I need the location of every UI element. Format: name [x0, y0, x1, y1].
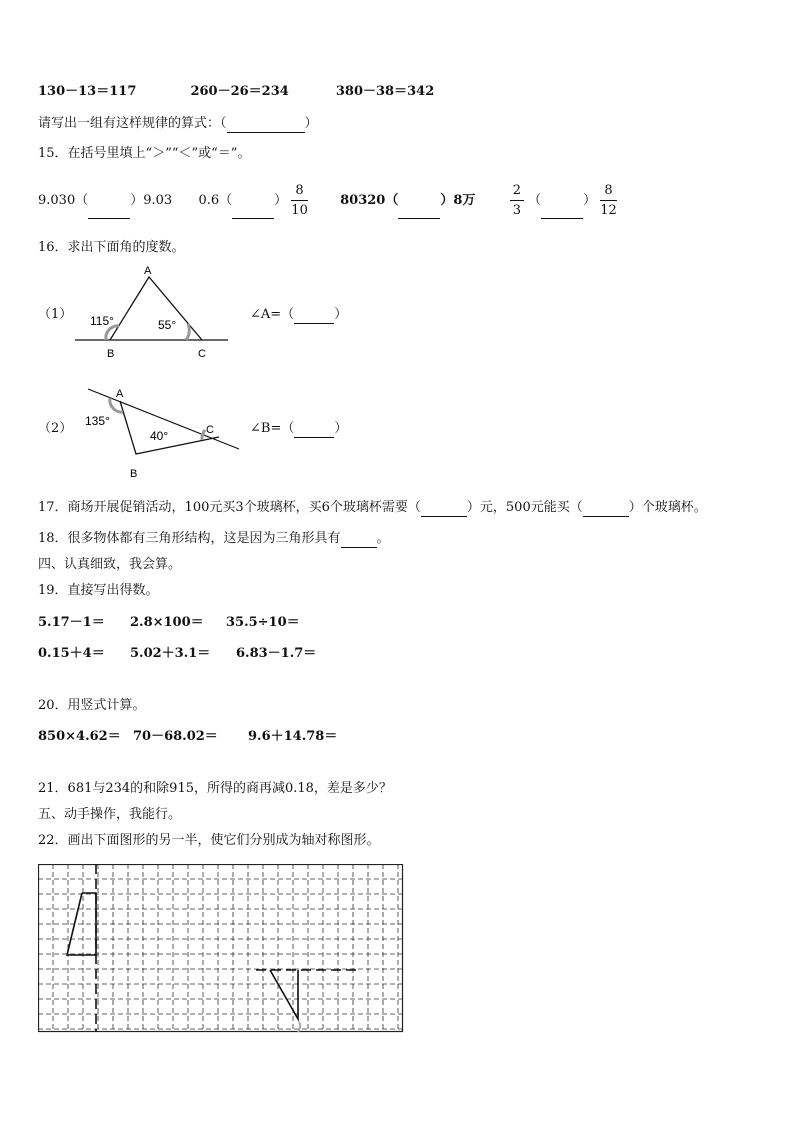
q16-1-angle-b-label: 115°	[90, 314, 114, 328]
q15-b-numerator: 8	[291, 183, 308, 201]
q15-title: 15．在括号里填上“＞”“＜”或“＝”。	[38, 146, 251, 161]
q15-d-blank[interactable]	[541, 184, 583, 219]
q16-triangle-1	[70, 262, 240, 362]
q16-triangle-2	[80, 382, 245, 484]
q19-item: 6.83－1.7＝	[236, 646, 317, 661]
q16-2-point-c: C	[206, 424, 214, 436]
q15-d-denominator-2: 12	[600, 203, 617, 218]
q16-1-answer-close: ）	[334, 307, 348, 322]
q17-line	[38, 500, 707, 517]
q14-eq2: 260－26＝234	[190, 84, 289, 99]
q22-grid-lines	[38, 864, 403, 1032]
q15-compare-row	[38, 183, 617, 219]
q14-answer-blank[interactable]	[227, 116, 305, 133]
q16-part1-answer	[250, 307, 347, 324]
q17-part1: 17．商场开展促销活动，100元买3个玻璃杯，买6个玻璃杯需要（	[38, 500, 421, 515]
q19-item: 5.02＋3.1＝	[130, 646, 211, 661]
q16-1-point-b: B	[107, 348, 115, 360]
q15-d-denominator-1: 3	[512, 203, 521, 218]
q20-item: 70－68.02＝	[133, 729, 218, 744]
q14-prompt-line	[38, 116, 318, 133]
q16-title: 16．求出下面角的度数。	[38, 240, 185, 255]
q15-b-denominator: 10	[291, 203, 308, 218]
q20-title: 20．用竖式计算。	[38, 698, 146, 713]
q15-c-left: 80320（	[340, 193, 399, 208]
q16-2-angle-c-label: 40°	[150, 429, 169, 443]
q19-item: 35.5÷10＝	[226, 615, 300, 630]
q19-item: 5.17－1＝	[38, 615, 105, 630]
q19-item: 0.15＋4＝	[38, 646, 105, 661]
q16-2-angle-a-label: 135°	[85, 414, 110, 428]
q16-2-answer-close: ）	[334, 421, 348, 436]
q18-text: 18．很多物体都有三角形结构，这是因为三角形具有	[38, 531, 341, 546]
q15-c-right: ）8万	[440, 193, 476, 208]
q19-row-1	[38, 615, 300, 631]
q14-eq3: 380－38＝342	[335, 84, 435, 99]
q15-d-numerator-1: 2	[510, 183, 524, 201]
q15-a-left: 9.030（	[38, 193, 89, 208]
q15-d-left: （	[528, 193, 542, 208]
section-4-heading: 四、认真细致，我会算。	[38, 557, 182, 572]
q15-d-numerator-2: 8	[600, 183, 617, 201]
q16-1-point-a: A	[144, 265, 152, 277]
q18-line	[38, 531, 390, 548]
q17-part2: ）元，500元能买（	[466, 500, 583, 515]
section-5-heading: 五、动手操作，我能行。	[38, 807, 182, 822]
q16-1-angle-c-label: 55°	[158, 318, 177, 332]
q17-blank-1[interactable]	[421, 500, 467, 517]
q15-d-fraction-1	[510, 183, 524, 218]
q16-2-triangle-sides	[120, 401, 219, 454]
q15-b-fraction	[291, 183, 308, 218]
q18-end: 。	[376, 531, 390, 546]
q16-2-answer-blank[interactable]	[294, 421, 334, 438]
q15-b-left: 0.6（	[198, 193, 233, 208]
q15-d-right: ）	[583, 193, 597, 208]
q19-item: 2.8×100＝	[130, 615, 204, 630]
q22-drawing-grid[interactable]	[38, 864, 404, 1034]
q16-part2-answer	[250, 421, 347, 438]
q14-prompt: 请写出一组有这样规律的算式：（	[38, 116, 227, 131]
q14-equations	[38, 84, 434, 100]
q16-2-answer-label: ∠B=（	[250, 421, 295, 436]
q18-blank[interactable]	[341, 531, 377, 548]
q14-close: ）	[304, 116, 318, 131]
q15-d-fraction-2	[600, 183, 617, 218]
q20-row	[38, 729, 337, 745]
q22-pencil-mark	[298, 1022, 300, 1032]
q16-part2-label: （2）	[38, 421, 73, 436]
q17-blank-2[interactable]	[583, 500, 629, 517]
q15-b-right: ）	[274, 193, 288, 208]
q16-2-point-a: A	[116, 388, 124, 400]
q17-part3: ）个玻璃杯。	[628, 500, 707, 515]
q21-text: 21．681与234的和除915，所得的商再减0.18，差是多少？	[38, 781, 392, 796]
q15-b-blank[interactable]	[232, 184, 274, 219]
q16-part1-label: （1）	[38, 307, 73, 322]
q16-1-answer-blank[interactable]	[294, 307, 334, 324]
q16-2-point-b: B	[130, 468, 138, 480]
q15-a-right: ）9.03	[130, 193, 173, 208]
q22-text: 22．画出下面图形的另一半，使它们分别成为轴对称图形。	[38, 833, 380, 848]
q16-1-angle-arc-c	[186, 324, 189, 340]
q22-shape-2	[270, 970, 298, 1019]
q20-item: 850×4.62＝	[38, 729, 121, 744]
q16-1-point-c: C	[198, 348, 206, 360]
q22-grid-border	[39, 865, 403, 1032]
q15-c-blank[interactable]	[398, 184, 440, 219]
q14-eq1: 130－13＝117	[38, 84, 137, 99]
q19-row-2	[38, 646, 316, 662]
q20-item: 9.6＋14.78＝	[248, 729, 338, 744]
q16-1-answer-label: ∠A=（	[250, 307, 295, 322]
q19-title: 19．直接写出得数。	[38, 583, 159, 598]
q15-a-blank[interactable]	[88, 184, 130, 219]
